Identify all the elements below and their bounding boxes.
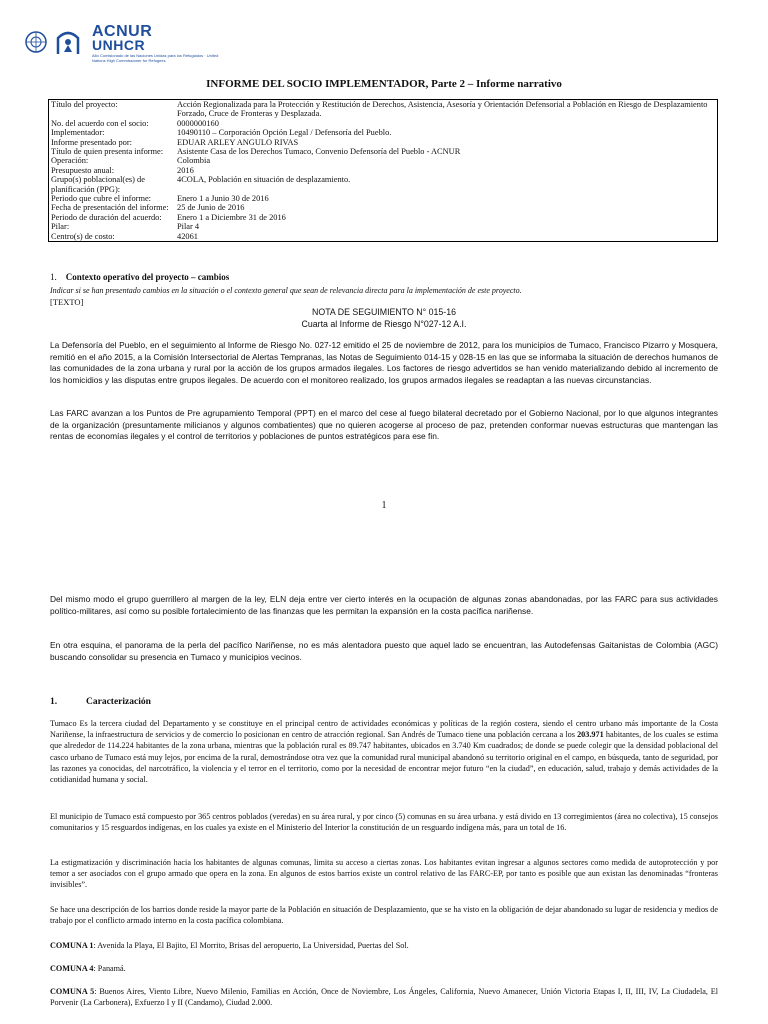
text-placeholder: [TEXTO] [50,297,84,307]
paragraph: Las FARC avanzan a los Puntos de Pre agrupamiento Temporal (PPT) en el marco del cese al fuego bilateral decretado por el Gobierno Nacional, por lo que algunos integrantes de la organización (presuntamente milicianos y algunos combatientes) que no quieren acogerse al proceso de paz, pretenden conformar nuevas estructuras que mantengan las rentas de economías ilegales y el control de territorios y poblaciones de puntos estratégicos para ese fin. [50,408,718,442]
info-row [49,175,718,194]
info-label: Periodo de duración del acuerdo: [51,212,162,222]
info-row [49,213,718,222]
logo-unhcr-text: UNHCR [92,37,146,53]
section-title: Contexto operativo del proyecto – cambios [65,272,230,282]
info-value: Colombia [177,156,211,166]
info-value: Asistente Casa de los Derechos Tumaco, Convenio Defensoría del Pueblo - ACNUR [177,147,461,157]
logo-subtitle: Alto Comisionado de las Naciones Unidas para los Refugiados · United Nations High Commissioner for Refugees [92,53,219,63]
section-instruction: Indicar si se han presentado cambios en la situación o el contexto general que sean de relevancia directa para la implementación de este proyecto. [50,286,522,295]
section-number: 1. [50,272,57,282]
info-row [49,119,718,128]
paragraph: En otra esquina, el panorama de la perla del pacífico Nariñense, no es más alentadora puesto que aquel lado se encuentran, las Autodefensas Gaitanistas de Colombia (AGC) buscando consolidar su presencia en Tumaco y municipios vecinos. [50,640,718,662]
section-heading-context [50,272,229,282]
info-value: 42061 [177,231,198,241]
info-label: Título de quien presenta informe: [51,147,164,157]
info-value: 0000000160 [177,118,219,128]
info-value: Enero 1 a Diciembre 31 de 2016 [177,212,286,222]
info-label: No. del acuerdo con el socio: [51,118,149,128]
comuna-5: COMUNA 5: Buenos Aires, Viento Libre, Nuevo Milenio, Familias en Acción, Once de Noviembre, Los Ángeles, California, Nuevo Amanecer, Unión Victoria Etapas I, II, III, IV, La Ciudadela, El Porvenir (La Carbonera), Exfuerzo I y II (Candamo), Ciudad 2.000. [50,987,719,1008]
info-label: Implementador: [51,128,105,138]
info-value: 25 de Junio de 2016 [177,203,245,213]
info-row [49,222,718,231]
info-value: Pilar 4 [177,222,200,232]
section-number: 1. [50,697,58,707]
paragraph: Del mismo modo el grupo guerrillero al margen de la ley, ELN deja entre ver cierto interés en la ocupación de algunas zonas abandonadas, por las FARC para sus actividades político-militares, así como su posible fortalecimiento de las finanzas que les permitan la expansión en la costa pacífica nariñense. [50,594,718,616]
info-row [49,203,718,212]
paragraph-caracterizacion: Tumaco Es la tercera ciudad del Departamento y se constituye en el principal centro de actividades económicas y políticas de la región costera, siendo el centro urbano más importante de la Costa Nariñense, la infraestructura de servicios y de comercio lo posicionan en centro de atracción regional. San Andrés de Tumaco tiene una población cercana a los 203.971 habitantes, de los cuales se estima que alrededor de 114.224 habitantes de la zona urbana, mientras que la población rural es 89.747 habitantes, ubicados en 3.740 Km cuadrados; de donde se puede colegir que la densidad poblacional del casco urbano de Tumaco está muy lejos, por encima de la rural, demostrándose otra vez que la comunidad rural municipal abandonó su territorio original en el campo, en búsqueda, tanto de seguridad, por las razones ya conocidas, del narcotráfico, la violencia y el terror en el territorio, como por la necesidad de encontrar mejor futuro “en la ciudad”, en educación, salud, trabajo y demás actividades de la cotidianidad humana y social. [50,719,718,785]
comuna-4: COMUNA 4: Panamá. [50,964,126,973]
info-row [49,156,718,165]
info-label: Centro(s) de costo: [51,231,115,241]
nota-subtitle: Cuarta al Informe de Riesgo N°027-12 A.I. [301,319,467,329]
section-heading-caracterizacion [50,697,151,707]
un-emblem-icon [22,24,88,68]
info-value: 2016 [177,165,194,175]
comuna-1: COMUNA 1: Avenida la Playa, El Bajito, El Morrito, Brisas del aeropuerto, La Universidad, Puertas del Sol. [50,941,409,950]
info-label: Operación: [51,156,89,166]
nota-title: NOTA DE SEGUIMIENTO N° 015-16 [312,307,456,317]
info-value: EDUAR ARLEY ANGULO RIVAS [177,137,299,147]
paragraph: El municipio de Tumaco está compuesto por 365 centros poblados (veredas) en su área rural, y por cinco (5) comunas en su área urbana. y está divido en 13 corregimientos (área no colectiva), 15 consejos comunitarios y 15 resguardos indígenas, en los cuales ya existe en el Ministerio del Interior la constitución de un resguardo indígena más, para un total de 16. [50,812,718,833]
info-row [49,147,718,156]
info-row [49,232,718,242]
info-value: Enero 1 a Junio 30 de 2016 [177,194,269,204]
info-row [49,194,718,203]
paragraph: La Defensoría del Pueblo, en el seguimiento al Informe de Riesgo No. 027-12 emitido el 25 de noviembre de 2012, para los municipios de Tumaco, Francisco Pizarro y Mosquera, remitió en el año 2015, a la Comisión Intersectorial de Alertas Tempranas, las Notas de Seguimiento 014-15 y 028-15 en las que se informaba la situación de derechos humanos de las comunidades de la zona urbana y rural por la acción de los grupos armados ilegales. Los factores de riesgo advertidos se han venido materializando debido al incremento de los homicidios y las disputas entre grupos ilegales. De acuerdo con el monitoreo realizado, los grupos armados ilegales se readaptan a las nuevas circunstancias. [50,340,718,385]
paragraph: La estigmatización y discriminación hacia los habitantes de algunas comunas, limita su acceso a ciertas zonas. Los habitantes evitan ingresar a algunos sectores como medida de autoprotección y por temor a ser asociados con el grupo armado que opera en la zona. En algunos de estos barrios existe un control relativo de las FARC-EP, por tanto es posible que aun existan las denominadas “fronteras invisibles”. [50,858,718,890]
info-row [49,128,718,137]
page-number: 1 [381,500,387,511]
info-label: Informe presentado por: [51,137,132,147]
project-info-table [48,99,718,242]
info-label: Presupuesto anual: [51,165,115,175]
info-label: Título del proyecto: [51,100,118,109]
info-row [49,138,718,147]
info-row [49,166,718,175]
logo-acnur-text: ACNUR [92,23,153,40]
info-label: Grupo(s) poblacional(es) de planificación (PPG): [51,175,145,194]
unhcr-logo [22,24,232,68]
info-value: 4COLA, Población en situación de desplazamiento. [177,175,351,185]
info-row [49,100,718,119]
paragraph: Se hace una descripción de los barrios donde reside la mayor parte de la Población en situación de Desplazamiento, que se ha visto en la obligación de dejar abandonado su lugar de residencia y medios de trabajo por el conflicto armado interno en la costa pacífica colombiana. [50,905,718,926]
document-title: INFORME DEL SOCIO IMPLEMENTADOR, Parte 2 – Informe narrativo [206,78,562,90]
info-value: Acción Regionalizada para la Protección y Restitución de Derechos, Asistencia, Asesoría y Orientación Defensorial a Población en Riesgo de Desplazamiento Forzado, Cruce de Fronteras y Desplazada. [177,100,708,119]
info-label: Pilar: [51,222,70,232]
info-label: Fecha de presentación del informe: [51,203,169,213]
info-value: 10490110 – Corporación Opción Legal / Defensoría del Pueblo. [177,128,392,138]
info-label: Periodo que cubre el informe: [51,194,152,204]
section-title: Caracterización [86,697,151,707]
